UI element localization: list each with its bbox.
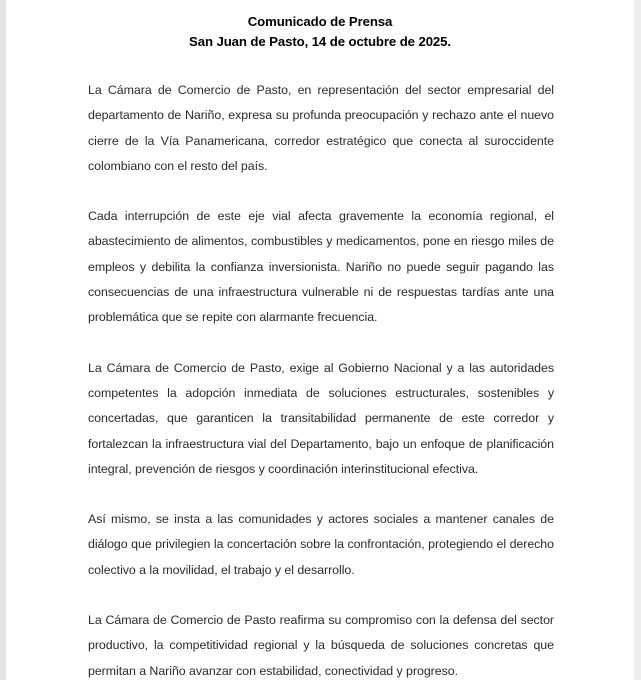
body-paragraph: Así mismo, se insta a las comunidades y actores sociales a mantener canales de diálogo que privilegien la concertación sobre la confrontación, protegiendo el derecho colectivo a la movilidad, el trabajo y el desarrollo. <box>88 512 554 577</box>
body-paragraph: La Cámara de Comercio de Pasto reafirma su compromiso con la defensa del sector productivo, la competitividad regional y la búsqueda de soluciones concretas que permitan a Nariño avanzar con estabilidad, conectividad y progreso. <box>88 613 554 678</box>
document-title: Comunicado de Prensa <box>247 14 393 29</box>
body-paragraph: La Cámara de Comercio de Pasto, exige al Gobierno Nacional y a las autoridades competentes la adopción inmediata de soluciones estructurales, sostenibles y concertadas, que garanticen la transitabilidad permanente de este corredor y fortalezcan la infraestructura vial del Departamento, bajo un enfoque de planificación integral, prevención de riesgos y coordinación interinstitucional efectiva. <box>88 360 554 476</box>
document-dateline: San Juan de Pasto, 14 de octubre de 2025. <box>189 34 451 49</box>
document-content-area <box>6 0 634 680</box>
document-body <box>88 78 554 680</box>
body-paragraph: Cada interrupción de este eje vial afecta gravemente la economía regional, el abastecimiento de alimentos, combustibles y medicamentos, pone en riesgo miles de empleos y debilita la confianza inversionista. Nariño no puede seguir pagando las consecuencias de una infraestructura vulnerable ni de respuestas tardías ante una problemática que se repite con alarmante frecuencia. <box>88 209 554 325</box>
document-header <box>88 12 604 52</box>
body-paragraph: La Cámara de Comercio de Pasto, en representación del sector empresarial del departamento de Nariño, expresa su profunda preocupación y rechazo ante el nuevo cierre de la Vía Panamericana, corredor estratégico que conecta al suroccidente colombiano con el resto del país. <box>88 83 554 173</box>
